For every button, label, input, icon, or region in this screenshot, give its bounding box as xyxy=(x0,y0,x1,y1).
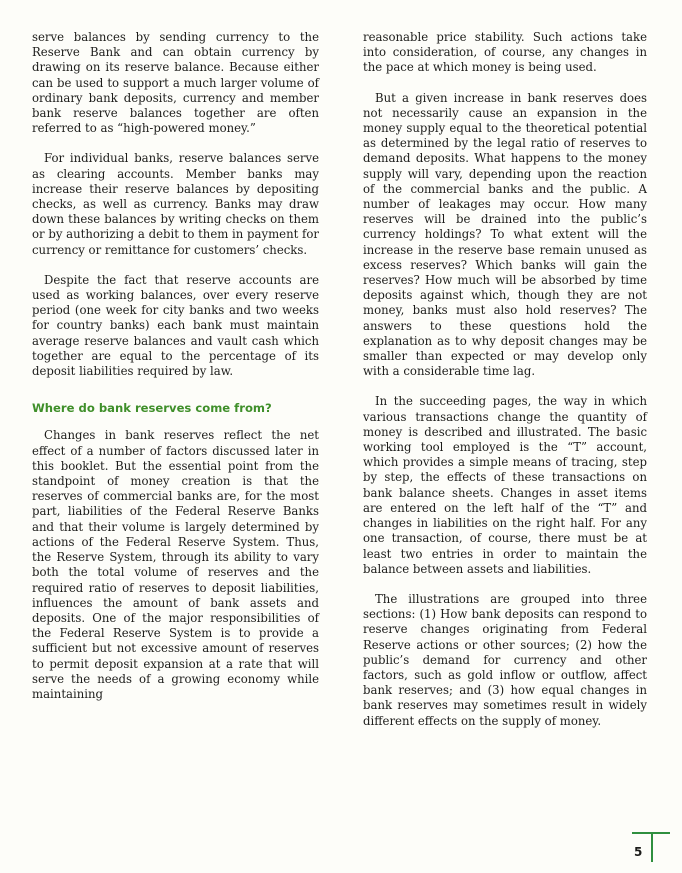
paragraph: Changes in bank reserves reflect the net effect of a number of factors discussed later in this booklet. But the essential point from the standpoint of money creation is that the reserves of commercial banks are, for the most part, liabilities of the Federal Reserve Banks and that their volume is largely determined by actions of the Federal Reserve System. Thus, the Reserve System, through its ability to vary both the total volume of reserves and the required ratio of reserves to deposit liabilities, influences the amount of bank assets and deposits. One of the major responsibilities of the Federal Reserve System is to provide a sufficient but not excessive amount of reserves to permit deposit expansion at a rate that will serve the needs of a growing economy while maintaining xyxy=(32,428,319,701)
paragraph: But a given increase in bank reserves does not necessarily cause an expansion in the money supply equal to the theoretical potential as determined by the legal ratio of reserves to demand deposits. What happens to the money supply will vary, depending upon the reaction of the commercial banks and the public. A number of leakages may occur. How many reserves will be drained into the public’s currency holdings? To what extent will the increase in the reserve base remain unused as excess reserves? Which banks will gain the reserves? How much will be absorbed by time deposits against which, though they are not money, banks must also hold reserves? The answers to these questions hold the explanation as to why deposit changes may be smaller than expected or may develop only with a considerable time lag. xyxy=(363,90,647,379)
corner-mark-stem xyxy=(651,832,653,862)
section-heading: Where do bank reserves come from? xyxy=(32,401,272,416)
paragraph: For individual banks, reserve balances serve as clearing accounts. Member banks may increase their reserve balances by depositing checks, as well as currency. Banks may draw down these balances by writing checks on them or by authorizing a debit to them in payment for currency or remittance for customers’ checks. xyxy=(32,151,319,257)
left-column xyxy=(32,30,319,717)
paragraph: reasonable price stability. Such actions take into consideration, of course, any changes in the pace at which money is being used. xyxy=(363,30,647,75)
paragraph: In the succeeding pages, the way in which various transactions change the quantity of money is described and illustrated. The basic working tool employed is the “T” account, which provides a simple means of tracing, step by step, the effects of these transactions on bank balance sheets. Changes in asset items are entered on the left half of the “T” and changes in liabilities on the right half. For any one transaction, of course, there must be at least two entries in order to maintain the balance between assets and liabilities. xyxy=(363,394,647,576)
paragraph: serve balances by sending currency to the Reserve Bank and can obtain currency by drawing on its reserve balance. Because either can be used to support a much larger volume of ordinary bank deposits, currency and member bank reserve balances together are often referred to as “high-powered money.” xyxy=(32,30,319,136)
paragraph: The illustrations are grouped into three sections: (1) How bank deposits can respond to reserve changes originating from Federal Reserve actions or other sources; (2) how the public’s demand for currency and other factors, such as gold inflow or outflow, affect bank reserves; and (3) how equal changes in bank reserves may sometimes result in widely different effects on the supply of money. xyxy=(363,591,647,728)
paragraph: Despite the fact that reserve accounts are used as working balances, over every reserve period (one week for city banks and two weeks for country banks) each bank must maintain average reserve balances and vault cash which together are equal to the percentage of its deposit liabilities required by law. xyxy=(32,272,319,379)
page-number: 5 xyxy=(634,845,643,859)
right-column xyxy=(363,30,647,744)
